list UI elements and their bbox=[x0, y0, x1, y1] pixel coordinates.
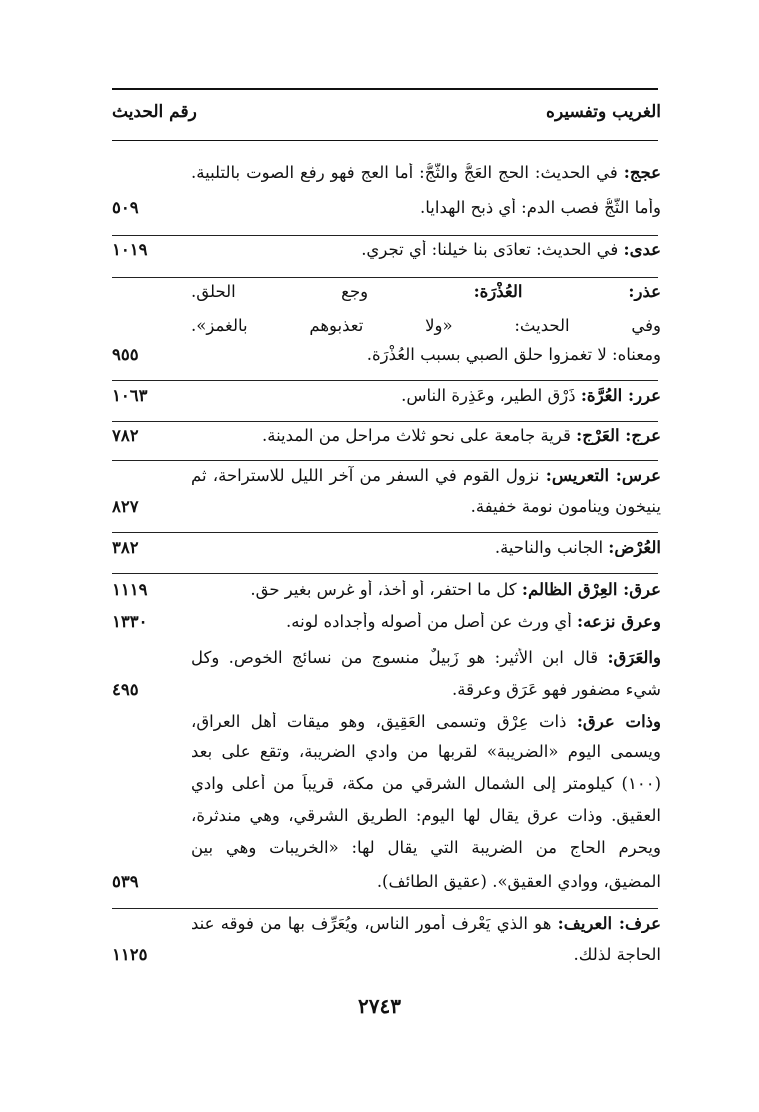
running-title: الغريب وتفسيره bbox=[546, 102, 661, 122]
entry-definition: قرية جامعة على نحو ثلاث مراحل من المدينة. bbox=[261, 426, 577, 445]
entry-headword: عرر: العُرَّة: bbox=[580, 386, 661, 405]
hadith-number: ٥٠٩ bbox=[112, 198, 139, 217]
entry-definition: كل ما احتفر، أو أخذ، أو غرس بغير حق. bbox=[250, 580, 522, 599]
hadith-number: ١١٢٥ bbox=[112, 945, 148, 964]
entry-line bbox=[191, 712, 661, 731]
entry-definition: أي ورث عن أصل من أصوله وأجداده لونه. bbox=[286, 612, 578, 631]
hadith-number-column-label: رقم الحديث bbox=[112, 102, 197, 122]
entry-headword: عدى: bbox=[623, 240, 661, 259]
entry-line bbox=[191, 872, 661, 891]
entry-definition: ينيخون وينامون نومة خفيفة. bbox=[470, 497, 661, 516]
page-number: ٢٧٤٣ bbox=[358, 994, 401, 1018]
entry-line bbox=[191, 538, 661, 557]
entry-line bbox=[191, 838, 661, 857]
entry-line bbox=[191, 774, 661, 793]
entry-headword: عجج: bbox=[623, 163, 661, 182]
entry-definition: ذات عِرْقٍ وتسمى العَقِيق، وهو ميقات أهل العراق، bbox=[191, 712, 577, 731]
entry-definition: نزول القوم في السفر من آخر الليل للاستراحة، ثم bbox=[191, 466, 546, 485]
entry-definition: المضيق، ووادي العقيق». (عقيق الطائف). bbox=[376, 872, 661, 891]
entry-line bbox=[191, 612, 661, 631]
entry-line bbox=[191, 648, 661, 667]
entry-headword: عرج: العَرْج: bbox=[576, 426, 661, 445]
entry-line bbox=[191, 426, 661, 445]
entry-definition: قال ابن الأثير: هو زَبِيلٌ منسوج من نسائج الخوص. وكل bbox=[191, 648, 608, 667]
hadith-number: ٣٨٢ bbox=[112, 538, 139, 557]
entry-line bbox=[191, 806, 661, 825]
hadith-number: ٨٢٧ bbox=[112, 497, 139, 516]
entry-separator bbox=[112, 380, 658, 381]
entry-line bbox=[191, 345, 661, 364]
entry-definition: وجع الحلق. bbox=[191, 282, 474, 301]
entry-line bbox=[191, 282, 661, 301]
hadith-number: ٤٩٥ bbox=[112, 680, 139, 699]
hadith-number: ١١١٩ bbox=[112, 580, 148, 599]
entry-definition: (١٠٠) كيلومتر إلى الشمال الشرقي من مكة، قريباً من أعلى وادي bbox=[191, 774, 661, 793]
entry-line bbox=[191, 240, 661, 259]
entry-line bbox=[191, 163, 661, 182]
header-bottom-rule bbox=[112, 140, 658, 141]
entry-definition: ذَرْق الطير، وعَذِرة الناس. bbox=[401, 386, 581, 405]
entry-definition: ويحرم الحاج من الضريبة التي يقال لها: «الخريبات وهي بين bbox=[191, 838, 661, 857]
hadith-number: ١٣٣٠ bbox=[112, 612, 148, 631]
entry-line bbox=[191, 497, 661, 516]
entry-definition: وفي الحديث: «ولا تعذبوهم بالغمز». bbox=[191, 316, 661, 335]
entry-separator bbox=[112, 421, 658, 422]
entry-definition: العقيق. وذات عرق يقال لها اليوم: الطريق الشرقي، وهي مندثرة، bbox=[191, 806, 661, 825]
entry-separator bbox=[112, 573, 658, 574]
hadith-number: ٩٥٥ bbox=[112, 345, 139, 364]
entry-separator bbox=[112, 532, 658, 533]
entry-separator bbox=[112, 235, 658, 236]
entry-line bbox=[191, 316, 661, 335]
entry-headword: عذر: العُذْرَة: bbox=[473, 282, 661, 301]
entry-definition: الحاجة لذلك. bbox=[573, 945, 661, 964]
hadith-number: ١٠٦٣ bbox=[112, 386, 148, 405]
entry-headword: عرف: العريف: bbox=[557, 914, 661, 933]
entry-headword: عرس: التعريس: bbox=[545, 466, 661, 485]
entry-separator bbox=[112, 277, 658, 278]
entry-definition: في الحديث: الحج العَجُّ والثَّجُّ: أما العج فهو رفع الصوت بالتلبية. bbox=[191, 163, 624, 182]
entry-line bbox=[191, 198, 661, 217]
entry-line bbox=[191, 742, 661, 761]
hadith-number: ١٠١٩ bbox=[112, 240, 148, 259]
entry-line bbox=[191, 466, 661, 485]
entry-line bbox=[191, 680, 661, 699]
entry-headword: العُرْض: bbox=[608, 538, 661, 557]
entry-definition: في الحديث: تعادَى بنا خيلنا: أي تجري. bbox=[361, 240, 624, 259]
entry-line bbox=[191, 386, 661, 405]
entry-separator bbox=[112, 460, 658, 461]
entry-definition: هو الذي يَعْرِف أمور الناس، ويُعَرِّف بها من فوقه عند bbox=[191, 914, 558, 933]
entry-definition: ومعناه: لا تغمزوا حلق الصبي بسبب العُذْرَة. bbox=[366, 345, 661, 364]
entry-headword: وذات عرق: bbox=[576, 712, 661, 731]
entry-definition: الجانب والناحية. bbox=[494, 538, 609, 557]
entry-definition: ويسمى اليوم «الضريبة» لقربها من وادي الضريبة، وتقع على بعد bbox=[191, 742, 661, 761]
hadith-number: ٥٣٩ bbox=[112, 872, 139, 891]
entry-headword: والعَرَق: bbox=[607, 648, 661, 667]
entry-line bbox=[191, 945, 661, 964]
entry-headword: وعرق نزعه: bbox=[577, 612, 661, 631]
entry-line bbox=[191, 914, 661, 933]
entry-separator bbox=[112, 908, 658, 909]
entry-headword: عرق: العِرْق الظالم: bbox=[521, 580, 661, 599]
entry-definition: شيء مضفور فهو عَرَق وعرقة. bbox=[452, 680, 661, 699]
header-top-rule bbox=[112, 88, 658, 90]
entry-definition: وأما الثَّجُّ فصب الدم: أي ذبح الهدايا. bbox=[420, 198, 661, 217]
hadith-number: ٧٨٢ bbox=[112, 426, 139, 445]
entry-line bbox=[191, 580, 661, 599]
